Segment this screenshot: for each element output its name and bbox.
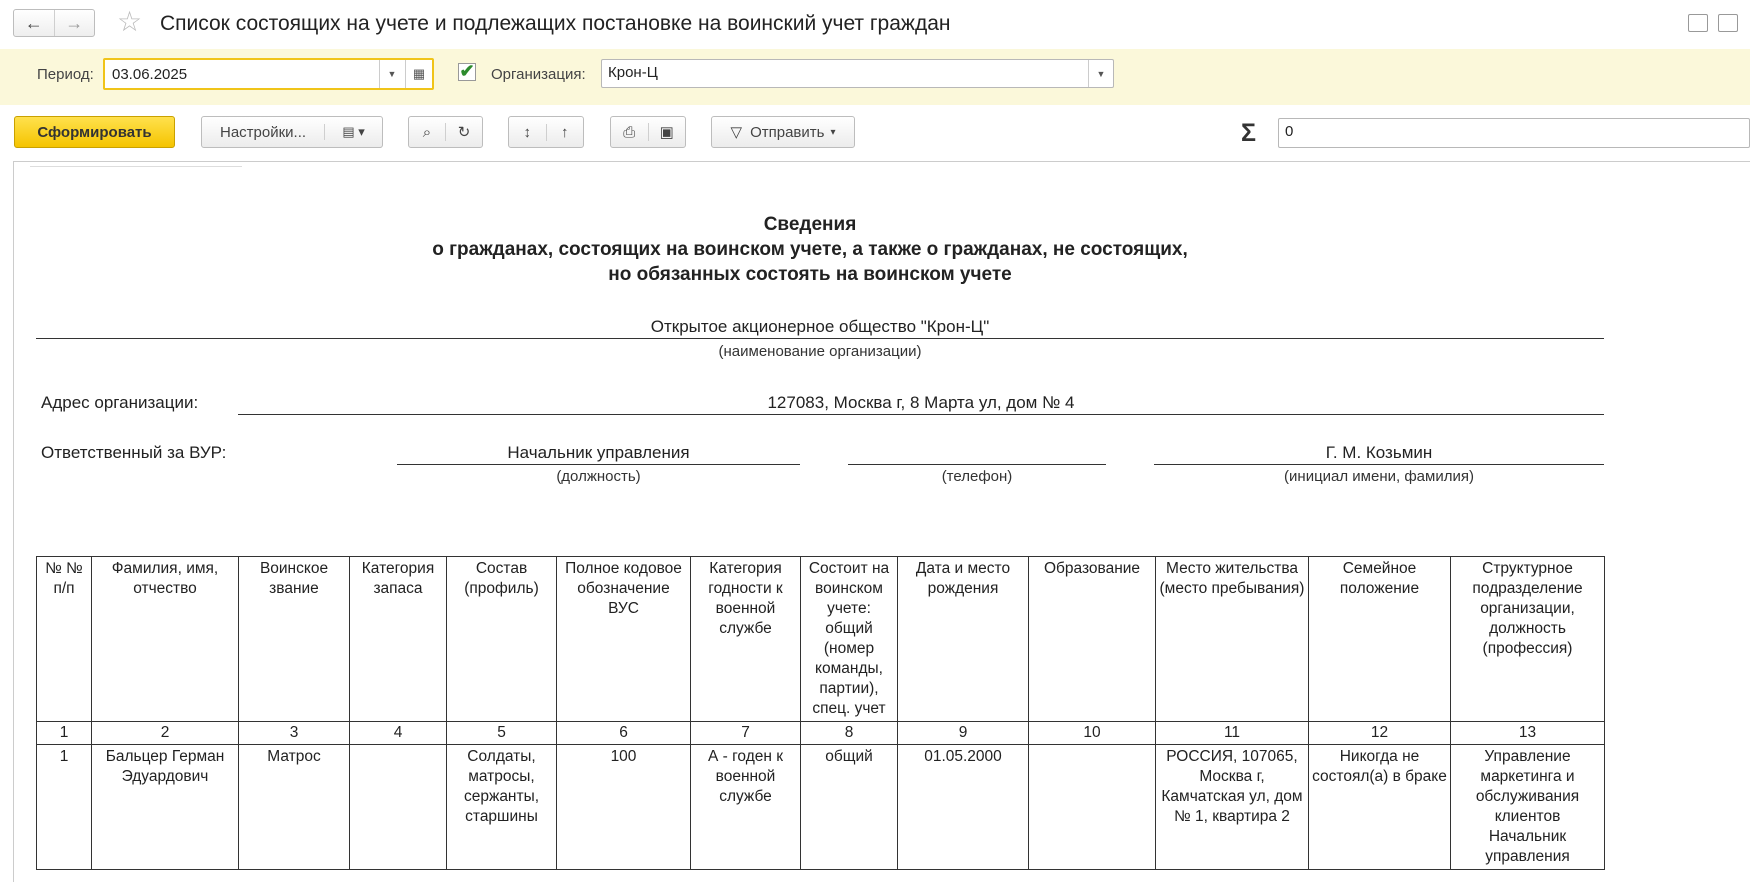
org-label: Организация: [491,66,586,83]
table-cell [1029,745,1156,870]
org-name: Открытое акционерное общество "Крон-Ц" [36,317,1604,339]
table-cell: 1 [37,745,92,870]
expand-all-icon[interactable]: ↕ [523,123,531,141]
period-input[interactable] [103,58,434,90]
column-number-row [37,722,1605,745]
print-icon[interactable] [1718,14,1738,32]
header-cell: Состоит на воинском учете: общий (номер команды, партии), спец. учет [801,557,898,722]
header-cell: № № п/п [37,557,92,722]
org-caption: (наименование организации) [718,343,922,360]
forward-icon[interactable]: → [54,10,95,36]
header-cell: Фамилия, имя, отчество [92,557,239,722]
column-number: 6 [557,722,691,745]
back-icon[interactable]: ← [24,12,43,33]
column-number: 1 [37,722,92,745]
period-label: Период: [37,66,94,83]
org-input[interactable] [601,59,1114,88]
table-cell: Никогда не состоял(а) в браке [1309,745,1451,870]
column-number: 11 [1156,722,1309,745]
table-cell: Солдаты, матросы, сержанты, старшины [447,745,557,870]
column-number: 2 [92,722,239,745]
table-cell: РОССИЯ, 107065, Москва г, Камчатская ул, дом № 1, квартира 2 [1156,745,1309,870]
report-heading-3: но обязанных состоять на воинском учете [608,264,1012,285]
search-group [408,116,483,148]
favorite-star-icon[interactable]: ☆ [117,6,143,37]
report-tab-strip [30,161,242,167]
calendar-icon[interactable]: ▦ [405,60,432,88]
print-button-icon[interactable]: ⎙ [623,123,636,141]
name-caption: (инициал имени, фамилия) [1284,468,1474,485]
name-value: Г. М. Козьмин [1154,443,1604,465]
send-icon: ▽ [730,124,743,141]
header-cell: Семейное положение [1309,557,1451,722]
column-number: 4 [350,722,447,745]
position-value: Начальник управления [397,443,800,465]
column-number: 12 [1309,722,1451,745]
sum-field[interactable]: 0 [1278,118,1750,148]
search-icon[interactable]: ⌕ [422,123,432,141]
citizens-table [36,556,1605,870]
phone-caption: (телефон) [941,468,1013,485]
send-button[interactable] [711,116,855,148]
window-title: Список состоящих на учете и подлежащих постановке на воинский учет граждан [160,12,951,35]
report-heading-2: о гражданах, состоящих на воинском учете, а также о гражданах, не состоящих, [432,239,1188,260]
column-number: 5 [447,722,557,745]
header-cell: Состав (профиль) [447,557,557,722]
header-cell: Категория годности к военной службе [691,557,801,722]
table-cell: 100 [557,745,691,870]
nav-buttons [13,9,95,37]
save-icon[interactable] [1688,14,1708,32]
send-label: Отправить [750,123,825,141]
column-number: 10 [1029,722,1156,745]
search-refresh-icon[interactable]: ↻ [445,123,482,141]
header-cell: Место жительства (место пребывания) [1156,557,1309,722]
table-cell: А - годен к военной службе [691,745,801,870]
print-group [610,116,686,148]
sum-icon: Σ [1241,119,1257,147]
generate-button[interactable]: Сформировать [14,116,175,148]
table-cell: общий [801,745,898,870]
table-cell [350,745,447,870]
preview-icon[interactable]: ▣ [648,123,686,141]
column-number: 9 [898,722,1029,745]
variant-icon[interactable]: ▤ ▾ [324,124,382,140]
table-cell: Бальцер Герман Эдуардович [92,745,239,870]
responsible-label: Ответственный за ВУР: [41,443,227,462]
table-cell: Управление маркетинга и обслуживания клиентов Начальник управления [1451,745,1605,870]
header-cell: Категория запаса [350,557,447,722]
period-value: 03.06.2025 [112,66,188,83]
org-checkbox[interactable]: ✔ [459,61,475,81]
address-value: 127083, Москва г, 8 Марта ул, дом № 4 [238,393,1604,415]
table-cell: 01.05.2000 [898,745,1029,870]
report-heading-1: Сведения [763,214,857,235]
settings-button[interactable]: Настройки... [219,123,307,141]
settings-group [201,116,383,148]
period-dropdown-icon[interactable]: ▼ [379,60,404,88]
header-cell: Воинское звание [239,557,350,722]
chevron-down-icon: ▾ [830,126,836,138]
column-number: 3 [239,722,350,745]
org-dropdown-icon[interactable]: ▼ [1088,60,1113,87]
org-value: Крон-Ц [608,64,658,81]
header-cell: Полное кодовое обозначение ВУС [557,557,691,722]
header-cell: Дата и место рождения [898,557,1029,722]
table-row[interactable] [37,745,1605,870]
position-caption: (должность) [556,468,641,485]
header-cell: Структурное подразделение организации, должность (профессия) [1451,557,1605,722]
address-label: Адрес организации: [41,393,199,412]
table-cell: Матрос [239,745,350,870]
phone-value [848,443,1106,465]
column-number: 7 [691,722,801,745]
expand-group [508,116,584,148]
column-number: 8 [801,722,898,745]
header-cell: Образование [1029,557,1156,722]
table-header-row [37,557,1605,722]
column-number: 13 [1451,722,1605,745]
collapse-all-icon[interactable]: ↑ [546,124,584,141]
